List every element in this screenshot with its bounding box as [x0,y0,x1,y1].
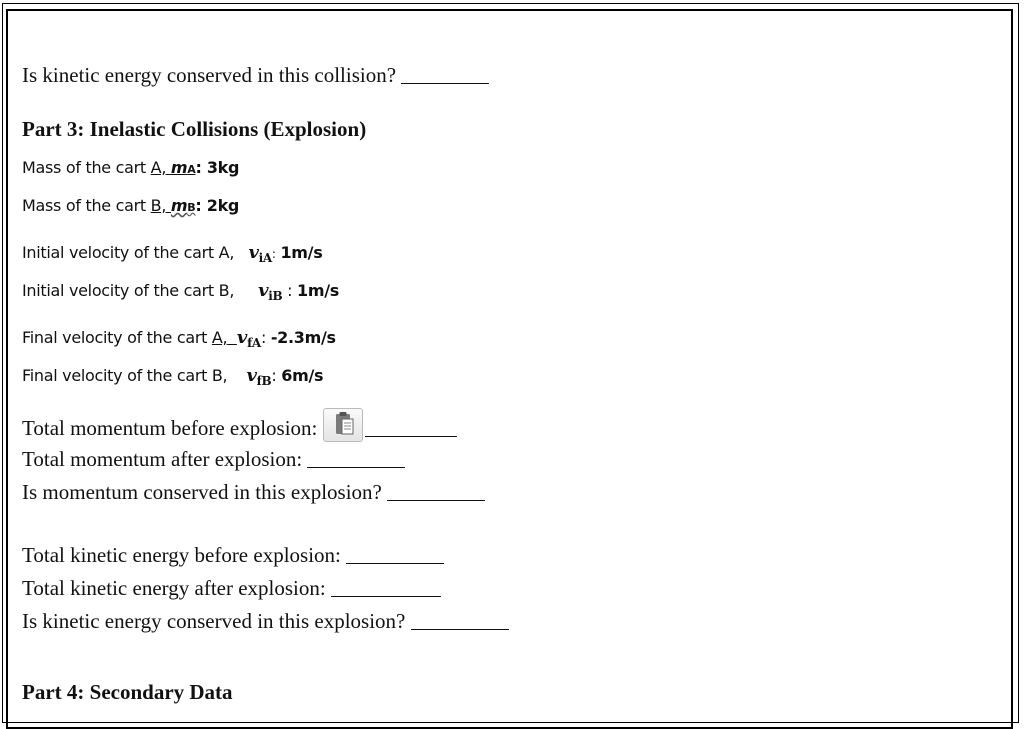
answer-blank[interactable] [365,418,457,437]
question-momentum-after: Total momentum after explosion: [22,447,405,472]
question-ke-conserved: Is kinetic energy conserved in this explosion? [22,609,509,634]
part3-heading: Part 3: Inelastic Collisions (Explosion) [22,117,367,141]
clipboard-paste-icon[interactable] [323,408,363,442]
initial-velocity-cart-a: Initial velocity of the cart A, $v_{iA}$: 1m/s [22,242,323,265]
mass-cart-a: Mass of the cart A, mA: 3kg [22,158,240,177]
question-momentum-conserved: Is momentum conserved in this explosion? [22,480,485,505]
final-velocity-cart-a: Final velocity of the cart A, $v_{fA}$: -2.3m/s [22,327,336,350]
initial-velocity-cart-b: Initial velocity of the cart B, $v_{iB}$ : 1m/s [22,280,340,303]
question-ke-before: Total kinetic energy before explosion: [22,543,444,568]
answer-blank[interactable] [346,545,444,564]
answer-blank[interactable] [331,578,441,597]
answer-blank[interactable] [411,611,509,630]
mass-cart-b: Mass of the cart B, mB: 2kg [22,196,240,215]
final-velocity-cart-b: Final velocity of the cart B, $v_{fB}$: 6m/s [22,365,324,388]
question-ke-conserved-collision: Is kinetic energy conserved in this collision? [22,63,489,88]
part4-heading-partial: Part 4: Secondary Data [22,680,233,704]
answer-blank[interactable] [401,65,489,84]
question-momentum-before: Total momentum before explosion: [22,413,457,447]
question-ke-after: Total kinetic energy after explosion: [22,576,441,601]
answer-blank[interactable] [387,482,485,501]
answer-blank[interactable] [307,449,405,468]
